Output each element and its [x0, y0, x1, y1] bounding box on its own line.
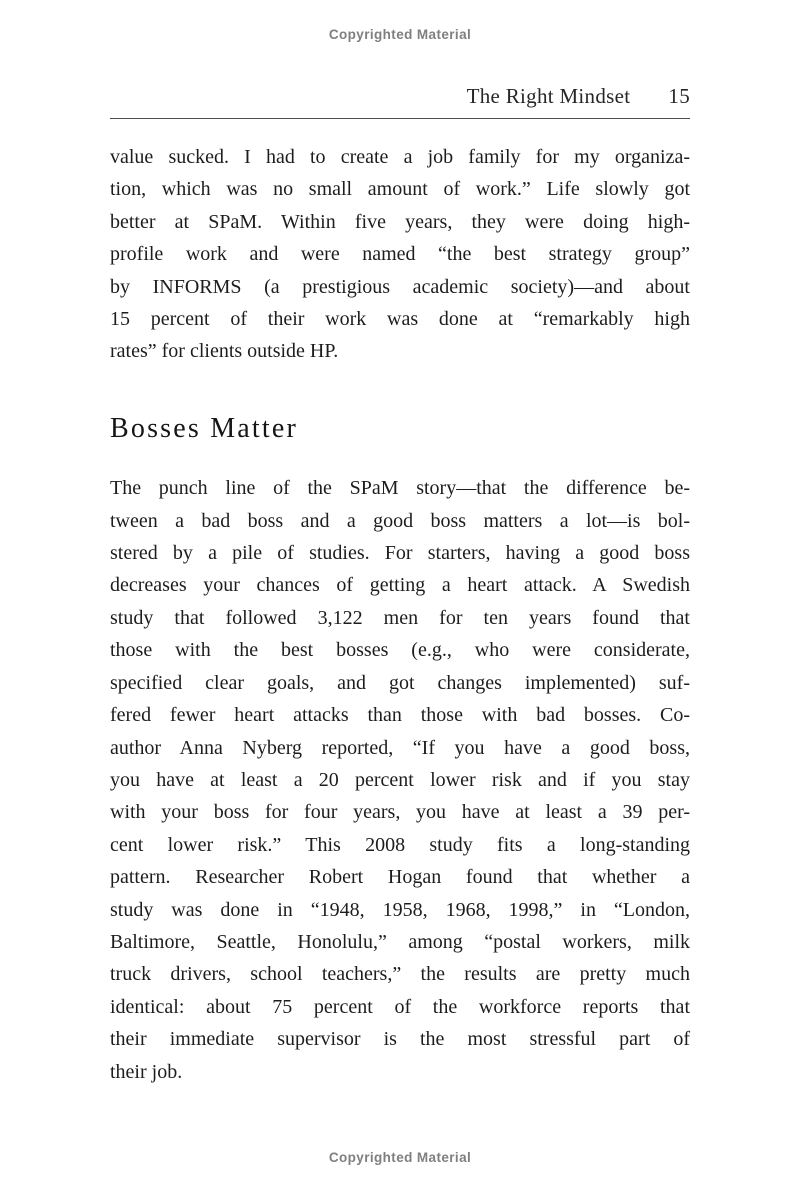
- text-line: tween a bad boss and a good boss matters a lot—is bol-: [110, 509, 690, 532]
- text-line: by INFORMS (a prestigious academic society)—and about: [110, 275, 690, 298]
- running-header: [110, 84, 690, 119]
- text-line: study was done in “1948, 1958, 1968, 1998,” in “London,: [110, 898, 690, 921]
- paragraph-continuation: [110, 141, 690, 368]
- text-line: their job.: [110, 1060, 183, 1083]
- paragraph-bosses-matter: [110, 472, 690, 1088]
- text-line: pattern. Researcher Robert Hogan found that whether a: [110, 866, 690, 889]
- text-line: rates” for clients outside HP.: [110, 340, 339, 363]
- text-line: profile work and were named “the best strategy group”: [110, 243, 690, 266]
- text-line: value sucked. I had to create a job family for my organiza-: [110, 146, 690, 168]
- page-number: 15: [668, 84, 690, 108]
- text-line: The punch line of the SPaM story—that the difference be-: [110, 477, 690, 500]
- text-line: truck drivers, school teachers,” the results are pretty much: [110, 963, 690, 986]
- section-heading: Bosses Matter: [110, 412, 299, 444]
- chapter-title: The Right Mindset: [466, 84, 631, 108]
- text-line: specified clear goals, and got changes implemented) suf-: [110, 671, 690, 694]
- text-line: decreases your chances of getting a heart attack. A Swedish: [110, 574, 690, 597]
- text-line: cent lower risk.” This 2008 study fits a long-standing: [110, 833, 690, 856]
- text-line: their immediate supervisor is the most stressful part of: [110, 1028, 690, 1051]
- text-column: [110, 141, 690, 1088]
- text-line: author Anna Nyberg reported, “If you have a good boss,: [110, 736, 690, 759]
- text-line: fered fewer heart attacks than those with bad bosses. Co-: [110, 704, 690, 727]
- text-line: Baltimore, Seattle, Honolulu,” among “postal workers, milk: [110, 930, 690, 953]
- text-line: better at SPaM. Within five years, they were doing high-: [110, 210, 690, 233]
- text-line: with your boss for four years, you have at least a 39 per-: [110, 801, 690, 824]
- text-line: study that followed 3,122 men for ten years found that: [110, 606, 690, 629]
- copyright-notice-top: Copyrighted Material: [328, 27, 472, 42]
- text-line: those with the best bosses (e.g., who were considerate,: [110, 639, 690, 662]
- text-line: stered by a pile of studies. For starters, having a good boss: [110, 542, 690, 565]
- text-line: tion, which was no small amount of work.” Life slowly got: [110, 178, 690, 201]
- text-line: 15 percent of their work was done at “remarkably high: [110, 308, 690, 331]
- copyright-notice-bottom: Copyrighted Material: [328, 1150, 472, 1165]
- text-line: identical: about 75 percent of the workforce reports that: [110, 995, 690, 1018]
- text-line: you have at least a 20 percent lower risk and if you stay: [110, 768, 690, 791]
